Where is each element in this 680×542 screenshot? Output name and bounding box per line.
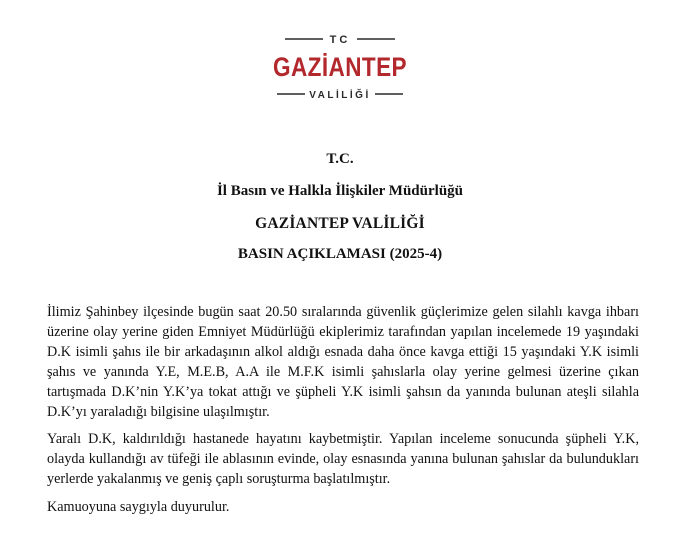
logo-main-text: GAZİANTEP bbox=[273, 52, 407, 82]
header-governorship: GAZİANTEP VALİLİĞİ bbox=[255, 215, 425, 232]
gaziantep-valiligi-logo bbox=[0, 28, 680, 108]
body-paragraph-1: İlimiz Şahinbey ilçesinde bugün saat 20.50 sıralarında güvenlik güçlerimize gelen silahlı kavga ihbarı üzerine olay yerine giden Emniyet Müdürlüğü ekiplerimiz tarafından yapılan incelemede 19 yaşındaki D.K isimli şahıs ile bir arkadaşının alkol aldığı esnada daha önce kavga ettiği 15 yaşındaki Y.K isimli şahıs ve yanında Y.E, M.E.B, A.A ile M.F.K isimli şahıslarla olay yerine gelmesi üzerine çıkan tartışmada D.K’nin Y.K’ya tokat attığı ve şüpheli Y.K isimli şahsın da yanında bulunan ateşli silahla D.K’yı yaraladığı bilgisine ulaşılmıştır. bbox=[47, 304, 639, 420]
logo-bottom-text: VALİLİĞİ bbox=[309, 90, 371, 101]
header-tc: T.C. bbox=[326, 151, 354, 167]
header-press-release: BASIN AÇIKLAMASI (2025-4) bbox=[237, 246, 443, 262]
logo-top-text: TC bbox=[329, 34, 351, 46]
body-closing: Kamuoyuna saygıyla duyurulur. bbox=[47, 499, 230, 515]
logo-emblem bbox=[265, 28, 415, 108]
header-department: İl Basın ve Halkla İlişkiler Müdürlüğü bbox=[216, 183, 464, 199]
body-paragraph-2: Yaralı D.K, kaldırıldığı hastanede hayatını kaybetmiştir. Yapılan inceleme sonucunda şüpheli Y.K, olayda kullandığı av tüfeği ile ablasının evinde, olay esnasında yanına bulunan şahıslar da bulundukları yerlerde yakalanmış ve geniş çaplı soruşturma başlatılmıştır. bbox=[47, 431, 639, 487]
